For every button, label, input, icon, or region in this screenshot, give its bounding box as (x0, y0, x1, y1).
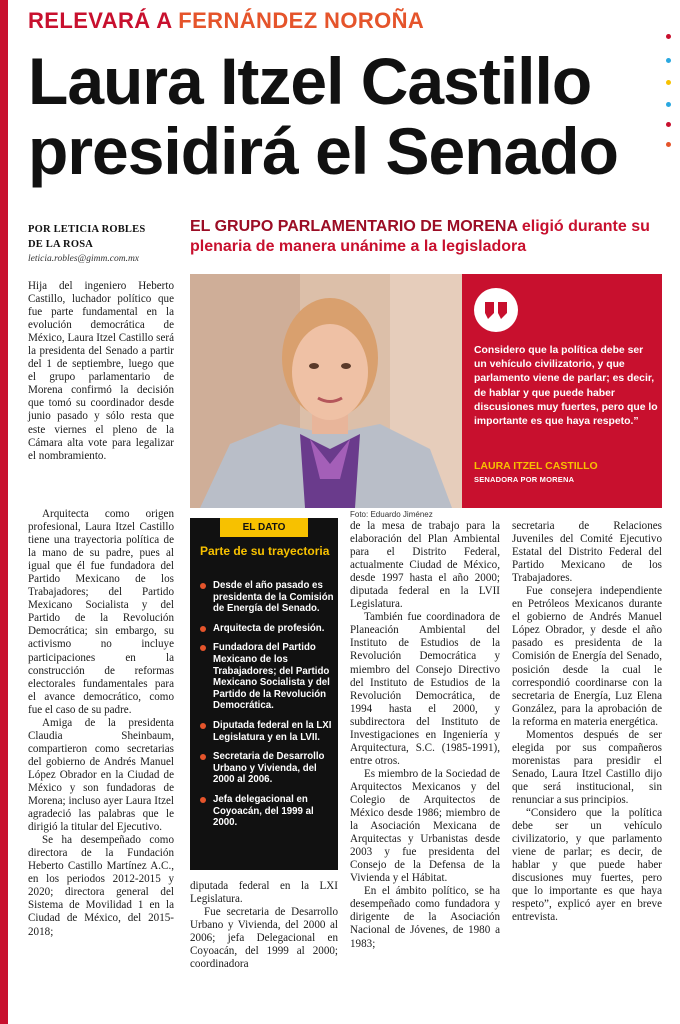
section-color-strip (0, 0, 8, 1024)
el-dato-item: Diputada federal en la LXI Legislatura y en la LVII. (200, 720, 334, 743)
body-paragraph: Fue secretaria de Desarrollo Urbano y Vivienda, del 2000 al 2006; jefa Delegacional en Coyoacán, del 1999 al 2000; coordinadora (190, 906, 338, 971)
el-dato-list (200, 580, 334, 837)
headline-line1: Laura Itzel Castillo (28, 44, 592, 118)
bullet-icon (200, 645, 206, 651)
body-column-4 (512, 520, 662, 924)
bullet-icon (200, 754, 206, 760)
body-paragraph: Arquitecta como origen profesional, Laura Itzel Castillo tiene una trayectoria política de la mano de su padre, pues al igual que él fue fundadora del Partido Mexicano de los Trabajadores; del Partido Mexicano Socialista y del Partido de la Revolución Democrática; sin embargo, su activismo no incluye participaciones en la construcción de reformas electorales fundamentales para el avance democrático, como fue el caso de su padre. (28, 508, 174, 716)
bullet-icon (200, 626, 206, 632)
el-dato-item: Secretaria de Desarrollo Urbano y Vivienda, del 2000 al 2006. (200, 751, 334, 786)
byline-author-line2: DE LA ROSA (28, 239, 94, 250)
body-column-2 (190, 880, 338, 971)
kicker-part2: FERNÁNDEZ NOROÑA (178, 8, 425, 33)
pull-quote-text: Considero que la política debe ser un vehículo civilizatorio, y que parlamento viene de parlar; es decir, de hablar y que puede haber discusiones muy fuertes, pero que lo importante es que haya respeto.” (474, 345, 658, 428)
body-paragraph: Fue consejera independiente en Petróleos Mexicanos durante el gobierno de Andrés Manuel López Obrador, y desde el año pasado es presidenta de la Comisión de Energía del Senado, posición desde la cual le correspondió coordinarse con la secretaria de Energía, Luz Elena González, para la aprobación de la reforma en materia energética. (512, 585, 662, 728)
el-dato-item: Desde el año pasado es presidenta de la Comisión de Energía del Senado. (200, 580, 334, 615)
body-paragraph: Es miembro de la Sociedad de Arquitectos Mexicanos y del Colegio de Arquitectos de México desde 1986; miembro de la Asociación Mexicana de Arquitectas y Urbanistas desde 2003 y fue presidenta del Consejo de la Defensa de la Vivienda y el Hábitat. (350, 767, 500, 885)
kicker-part1: RELEVARÁ A (28, 8, 172, 33)
body-paragraph: Se ha desempeñado como directora de la Fundación Heberto Castillo Martínez A.C., en los periodos 2012-2015 y 2020; directora general del Sistema de Movilidad 1 en la Ciudad de México, del 2015-2018; (28, 834, 174, 938)
body-column-3 (350, 520, 500, 951)
bullet-icon (200, 797, 206, 803)
el-dato-label: EL DATO (220, 518, 308, 537)
body-paragraph: También fue coordinadora de Planeación Ambiental del Instituto de Estudios de la Revolución Democrática y miembro del Consejo Directivo del Instituto de Estudios de la Revolución Democrática, de 1994 hasta el 2000, y subdirectora del Instituto de Investigaciones en Ingeniería y Arquitectura, S.C. (1985-1991), entre otros. (350, 611, 500, 767)
subhead-upper: EL GRUPO PARLAMENTARIO DE MORENA (190, 218, 518, 235)
body-paragraph: de la mesa de trabajo para la elaboración del Plan Ambiental para el Distrito Federal, actualmente Ciudad de México, desde 1997 hasta el año 2000; diputada federal en la LVII Legislatura. (350, 520, 500, 611)
portrait-photo (190, 274, 462, 508)
body-paragraph: “Considero que la política debe ser un vehículo civilizatorio, y que parlamento viene de parlar; es decir, de hablar y que puede haber discusiones muy fuertes, pero que lo importante es que haya respeto”, explicó ayer en breve entrevista. (512, 807, 662, 924)
body-column-1 (28, 508, 174, 939)
bullet-icon (200, 723, 206, 729)
el-dato-item: Jefa delegacional en Coyoacán, del 1999 al 2000. (200, 794, 334, 829)
el-dato-title: Parte de su trayectoria (200, 544, 330, 558)
byline-author-line1: POR LETICIA ROBLES (28, 224, 146, 235)
headline-line2: presidirá el Senado (28, 114, 618, 188)
byline-email: leticia.robles@gimm.com.mx (28, 254, 140, 264)
byline (28, 222, 188, 264)
pull-quote-box (462, 274, 662, 508)
body-paragraph: Amiga de la presidenta Claudia Sheinbaum, compartieron como secretarias del gobierno de Andrés Manuel López Obrador en la Ciudad de México y son fundadoras de Morena; incluso ayer Laura Itzel agradeció las palabras que le dirigió la titular del Ejecutivo. (28, 716, 174, 834)
body-paragraph: diputada federal en la LXI Legislatura. (190, 880, 338, 906)
pull-quote-author: LAURA ITZEL CASTILLO (474, 460, 598, 472)
photo-credit: Foto: Eduardo Jiménez (350, 510, 433, 519)
body-paragraph: En el ámbito político, se ha desempeñado como fundadora y dirigente de la Asociación Nacional de Jóvenes, de 1980 a 1983; (350, 885, 500, 950)
pull-quote-role: SENADORA POR MORENA (474, 475, 575, 484)
el-dato-item: Arquitecta de profesión. (200, 623, 334, 635)
article-headline (28, 46, 658, 186)
body-paragraph: Momentos después de ser elegida por sus compañeros morenistas para presidir el Senado, Laura Itzel Castillo dijo que será institucional, sin renunciar a sus principios. (512, 728, 662, 806)
subhead-rest: eligió durante su plenaria de manera unánime a la legisladora (190, 218, 650, 255)
body-paragraph: Hija del ingeniero Heberto Castillo, luchador político que fue parte fundamental en la evolución democrática de México, Laura Itzel Castillo será la presidenta del Senado a partir del 1 de septiembre, luego que el grupo parlamentario de Morena confirmó la decisión que tomó su coordinador desde junio pasado y sólo resta que este viernes el pleno de la Cámara alta vote para legalizar el nombramiento. (28, 280, 174, 462)
body-paragraph: secretaria de Relaciones Juveniles del Comité Ejecutivo Estatal del Distrito Federal del Partido Mexicano de los Trabajadores. (512, 520, 662, 585)
bullet-icon (200, 583, 206, 589)
el-dato-item: Fundadora del Partido Mexicano de los Trabajadores; del Partido Mexicano Socialista y del Partido de la Revolución Democrática. (200, 642, 334, 712)
portrait-illustration (190, 274, 462, 508)
article-kicker (28, 8, 424, 38)
quote-mark-icon (474, 288, 518, 332)
el-dato-sidebar (190, 518, 338, 870)
body-column-1-top (28, 280, 174, 463)
page-edge-dots (666, 30, 674, 150)
article-subhead (190, 217, 660, 257)
